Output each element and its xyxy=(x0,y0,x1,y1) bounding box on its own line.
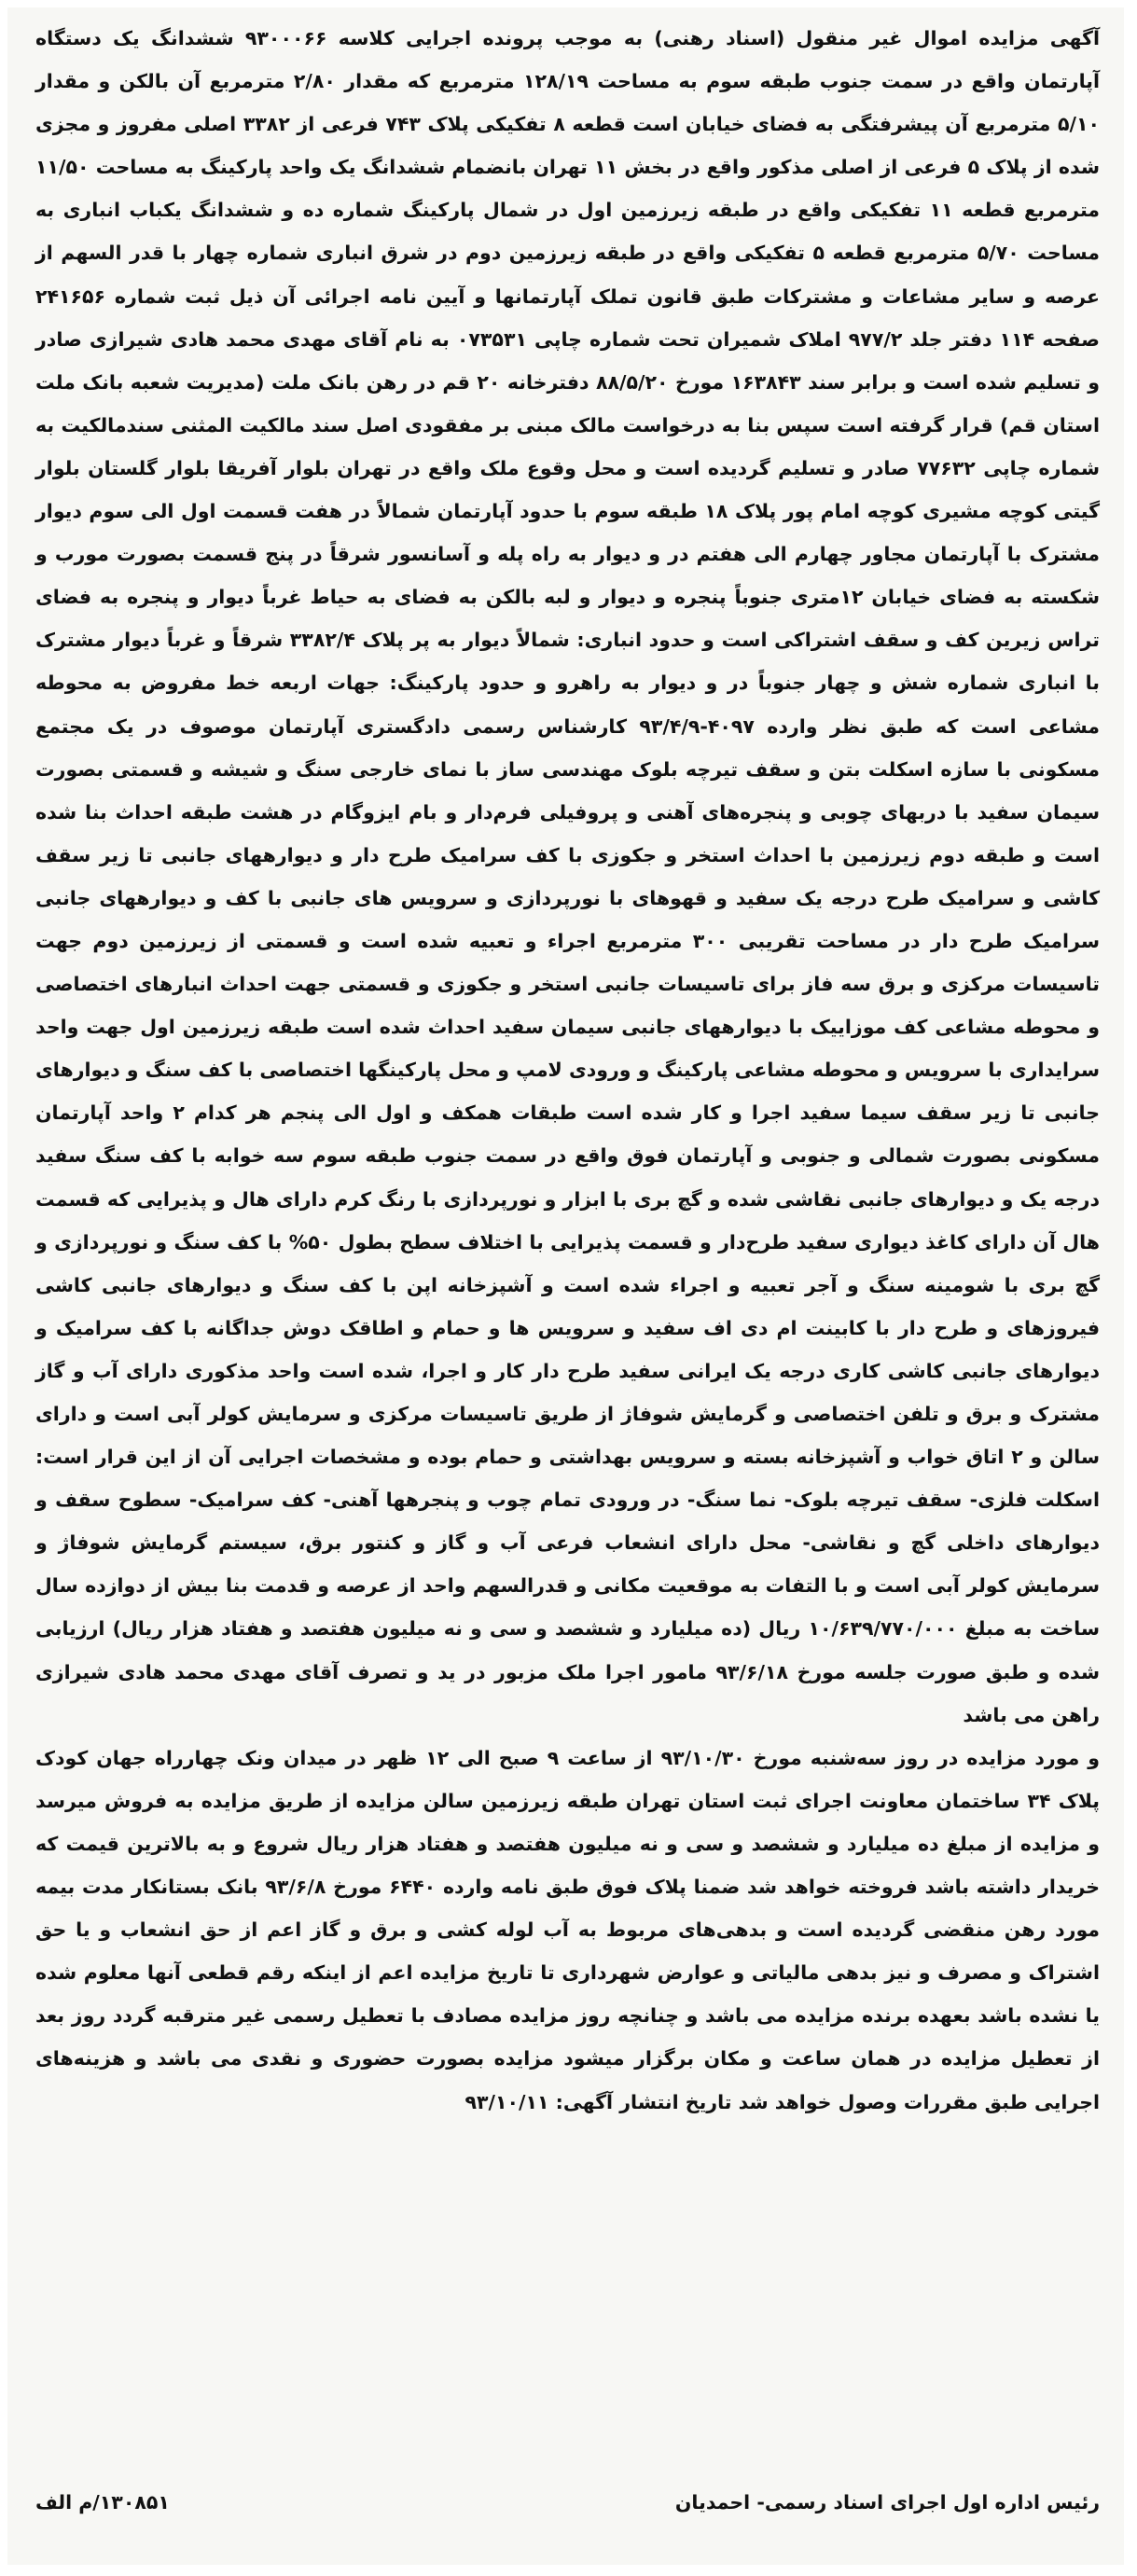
notice-paragraph-1: آگهی مزایده اموال غیر منقول (اسناد رهنی) به موجب پرونده اجرایی کلاسه ۹۳۰۰۰۶۶ ششدانگ یک دستگاه آپارتمان واقع در سمت جنوب طبقه سوم به مساحت ۱۲۸/۱۹ مترمربع که مقدار ۲/۸۰ مترمربع آن بالکن و مقدار ۵/۱۰ مترمربع آن پیشرفتگی به فضای خیابان است قطعه ۸ تفکیکی پلاک ۷۴۳ فرعی از ۳۳۸۲ اصلی مفروز و مجزی شده از پلاک ۵ فرعی از اصلی مذکور واقع در بخش ۱۱ تهران بانضمام ششدانگ یک واحد پارکینگ به مساحت ۱۱/۵۰ مترمربع قطعه ۱۱ تفکیکی واقع در طبقه زیرزمین اول در شمال پارکینگ شماره ده و ششدانگ یکباب انباری به مساحت ۵/۷۰ مترمربع قطعه ۵ تفکیکی واقع در طبقه زیرزمین دوم در شرق انباری شماره چهار با قدر السهم از عرصه و سایر مشاعات و مشترکات طبق قانون تملک آپارتمانها و آیین نامه اجرائی آن ذیل ثبت شماره ۲۴۱۶۵۶ صفحه ۱۱۴ دفتر جلد ۹۷۷/۲ املاک شمیران تحت شماره چاپی ۰۷۳۵۳۱ به نام آقای مهدی محمد هادی شیرازی صادر و تسلیم شده است و برابر سند ۱۶۳۸۴۳ مورخ ۸۸/۵/۲۰ دفترخانه ۲۰ قم در رهن بانک ملت (مدیریت شعبه بانک ملت استان قم) قرار گرفته است سپس بنا به درخواست مالک مبنی بر مفقودی اصل سند مالکیت المثنی سندمالکیت به شماره چاپی ۷۷۶۳۲ صادر و تسلیم گردیده است و محل وقوع ملک واقع در تهران بلوار آفریقا بلوار گلستان بلوار گیتی کوچه مشیری کوچه امام پور پلاک ۱۸ طبقه سوم با حدود آپارتمان شمالاً در هفت قسمت اول الی سوم دیوار مشترک با آپارتمان مجاور چهارم الی هفتم در و دیوار به راه پله و آسانسور شرقاً در پنج قسمت بصورت مورب و شکسته به فضای خیابان ۱۲متری جنوباً پنجره و دیوار و لبه بالکن به فضای به حیاط غرباً دیوار و پنجره به فضای تراس زیرین کف و سقف اشتراکی است و حدود انباری: شمالاً دیوار به پر پلاک ۳۳۸۲/۴ شرقاً و غرباً دیوار مشترک با انباری شماره شش و چهار جنوباً در و دیوار به راهرو و حدود پارکینگ: جهات اربعه خط مفروض به محوطه مشاعی است که طبق نظر وارده ۴۰۹۷-۹۳/۴/۹ کارشناس رسمی دادگستری آپارتمان موصوف در یک مجتمع مسکونی با سازه اسکلت بتن و سقف تیرچه بلوک مهندسی ساز با نمای خارجی سنگ و شیشه و قسمتی بصورت سیمان سفید با دربهای چوبی و پنجره‌های آهنی و پروفیلی فرم‌دار و بام ایزوگام در هشت طبقه احداث بنا شده است و طبقه دوم زیرزمین با احداث استخر و جکوزی با کف سرامیک طرح دار و دیوارههای جانبی تا زیر سقف کاشی و سرامیک طرح درجه یک سفید و قهوهای با نورپردازی و سرویس های جانبی با کف و دیوارههای جانبی سرامیک طرح دار در مساحت تقریبی ۳۰۰ مترمربع اجراء و تعبیه شده است و قسمتی از زیرزمین دوم جهت تاسیسات مرکزی و برق سه فاز برای تاسیسات جانبی استخر و جکوزی و قسمتی جهت احداث انبارهای اختصاصی و محوطه مشاعی کف موزاییک با دیوارههای جانبی سیمان سفید احداث شده است طبقه زیرزمین اول جهت واحد سرایداری با سرویس و محوطه مشاعی پارکینگ و ورودی لامپ و محل پارکینگها اختصاصی با کف سنگ و دیوارهای جانبی تا زیر سقف سیما سفید اجرا و کار شده است طبقات همکف و اول الی پنجم هر کدام ۲ واحد آپارتمان مسکونی بصورت شمالی و جنوبی و آپارتمان فوق واقع در سمت جنوب طبقه سوم سه خوابه با کف سنگ سفید درجه یک و دیوارهای جانبی نقاشی شده و گچ بری با ابزار و نورپردازی با رنگ کرم دارای هال و پذیرایی که قسمت هال آن دارای کاغذ دیواری سفید طرح‌دار و قسمت پذیرایی با اختلاف سطح بطول ۵۰% با کف سنگ و نورپردازی و گچ بری با شومینه سنگ و آجر تعبیه و اجراء شده است و آشپزخانه اپن با کف سنگ و دیوارهای جانبی کاشی فیروزهای و طرح دار با کابینت ام دی اف سفید و سرویس ها و حمام و اطاقک دوش جداگانه با کف سرامیک و دیوارهای جانبی کاشی کاری درجه یک ایرانی سفید طرح دار کار و اجرا، شده است واحد مذکوری دارای آب و گاز مشترک و برق و تلفن اختصاصی و گرمایش شوفاژ از طریق تاسیسات مرکزی و سرمایش کولر آبی است و دارای سالن و ۲ اتاق خواب و آشپزخانه بسته و سرویس بهداشتی و حمام بوده و مشخصات اجرایی آن از این قرار است: اسکلت فلزی- سقف تیرچه بلوک- نما سنگ- در ورودی تمام چوب و پنجرهها آهنی- کف سرامیک- سطوح سقف و دیوارهای داخلی گچ و نقاشی- محل دارای انشعاب فرعی آب و گاز و کنتور برق، سیستم گرمایش شوفاژ و سرمایش کولر آبی است و با التفات به موقعیت مکانی و قدرالسهم واحد از عرصه و قدمت بنا بیش از دوازده سال ساخت به مبلغ ۱۰/۶۳۹/۷۷۰/۰۰۰ ریال (ده میلیارد و ششصد و سی و نه میلیون هفتصد و هفتاد هزار ریال) ارزیابی شده و طبق صورت جلسه مورخ ۹۳/۶/۱۸ مامور اجرا ملک مزبور در ید و تصرف آقای مهدی محمد هادی شیرازی راهن می باشد xyxy=(35,27,1101,1726)
notice-paragraph-2: و مورد مزایده در روز سه‌شنبه مورخ ۹۳/۱۰/۳۰ از ساعت ۹ صبح الی ۱۲ ظهر در میدان ونک چهارراه جهان کودک پلاک ۳۴ ساختمان معاونت اجرای ثبت استان تهران طبقه زیرزمین سالن مزایده از طریق مزایده به فروش میرسد و مزایده از مبلغ ده میلیارد و ششصد و سی و نه میلیون هفتصد و هفتاد هزار ریال شروع و به بالاترین قیمت که خریدار داشته باشد فروخته خواهد شد ضمنا پلاک فوق طبق نامه وارده ۶۴۴۰ مورخ ۹۳/۶/۸ بانک بستانکار مدت بیمه مورد رهن منقضی گردیده است و بدهی‌های مربوط به آب لوله کشی و برق و گاز اعم از حق انشعاب و یا حق اشتراک و مصرف و نیز بدهی مالیاتی و عوارض شهرداری تا تاریخ مزایده اعم از اینکه رقم قطعی آنها معلوم شده یا نشده باشد بعهده برنده مزایده می باشد و چنانچه روز مزایده مصادف با تعطیل رسمی غیر مترقبه گردد روز بعد از تعطیل مزایده در همان ساعت و مکان برگزار میشود مزایده بصورت حضوری و نقدی می باشد و هزینه‌های اجرایی طبق مقررات وصول خواهد شد تاریخ انتشار آگهی: ۹۳/۱۰/۱۱ xyxy=(35,1746,1101,2113)
notice-code: ۱۳۰۸۵۱/م الف xyxy=(35,2491,170,2514)
footer-row xyxy=(35,2481,1100,2524)
notice-footer xyxy=(35,2481,1100,2524)
signature: رئیس اداره اول اجرای اسناد رسمی- احمدیان xyxy=(674,2491,1100,2514)
auction-notice xyxy=(7,7,1124,2565)
